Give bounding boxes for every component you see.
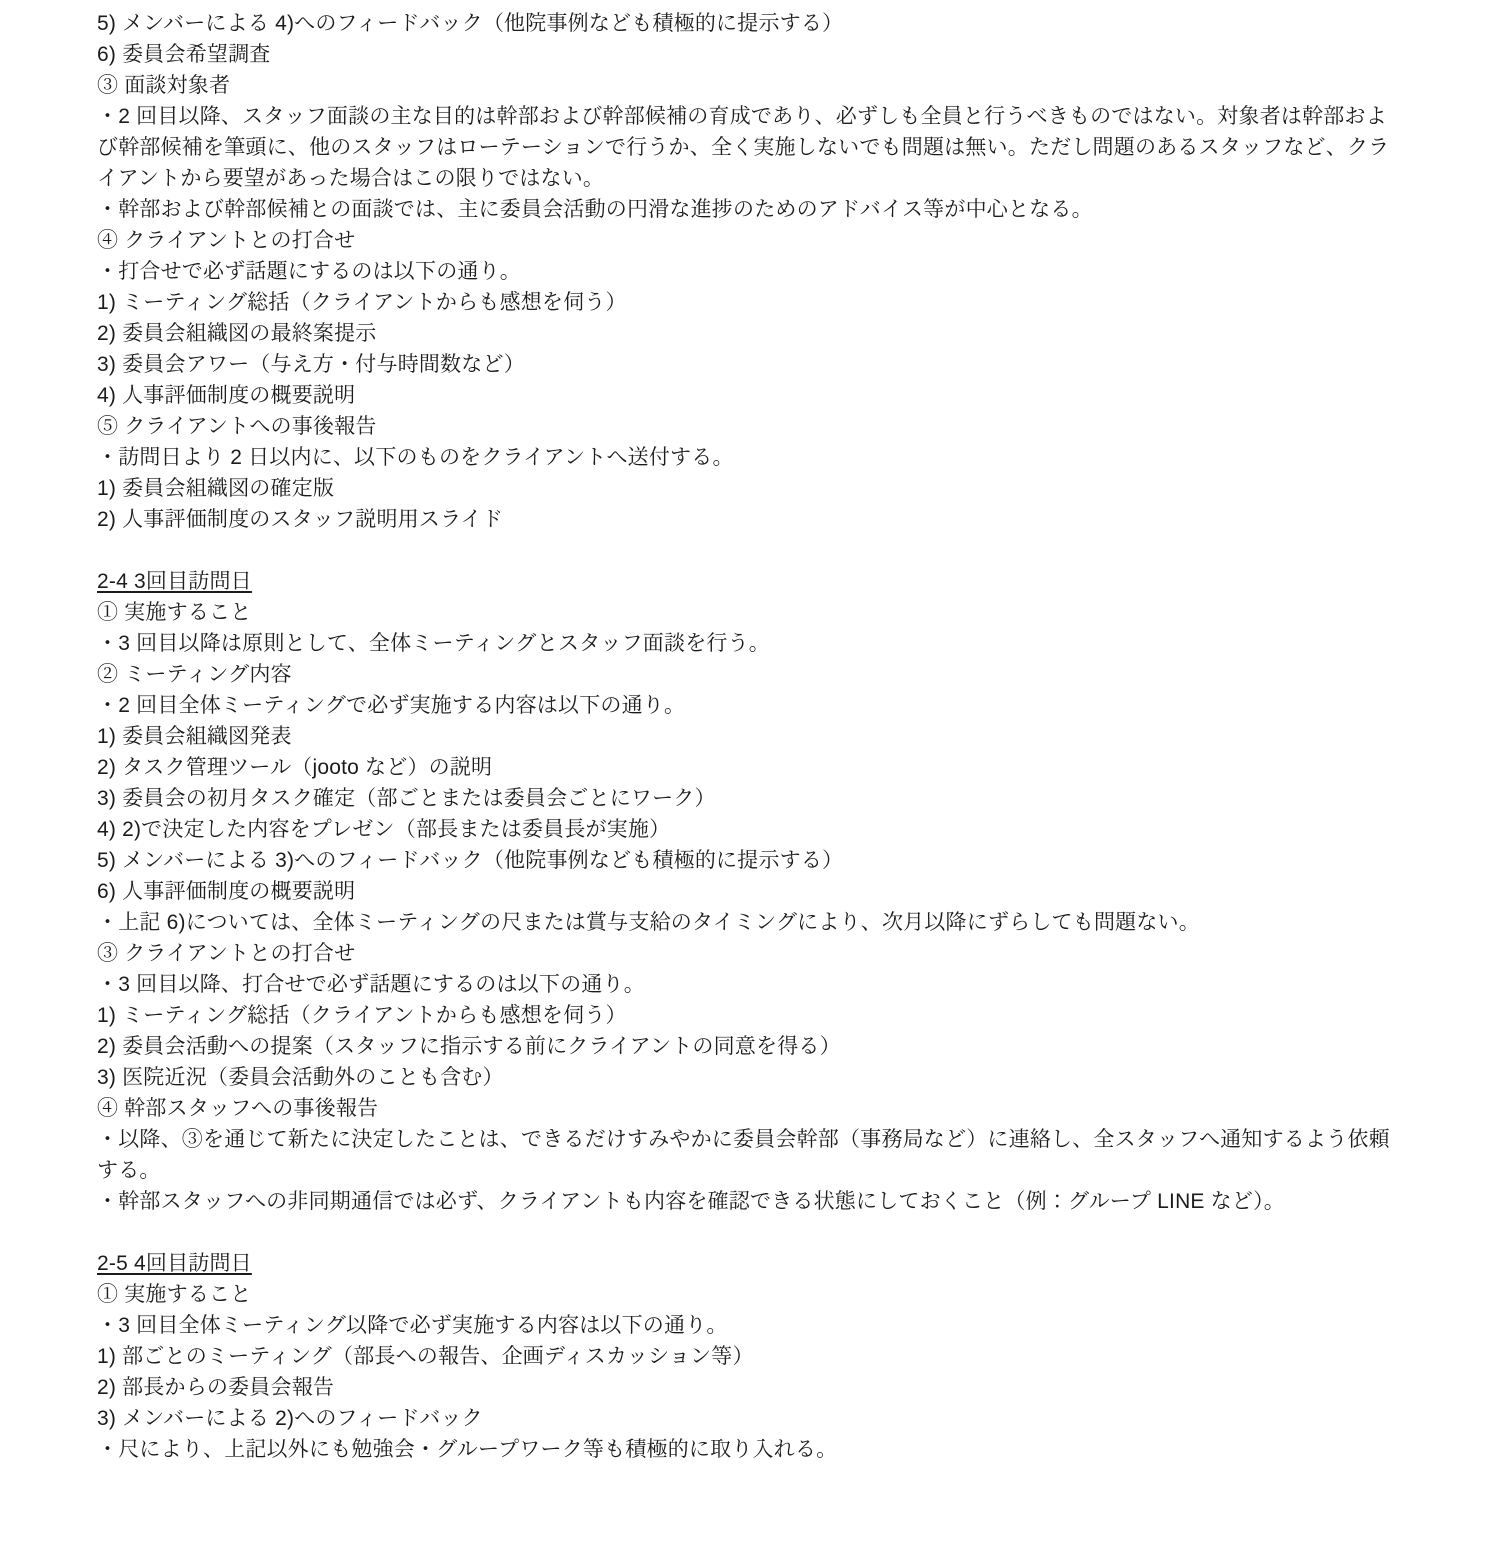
paragraph: 5) メンバーによる 4)へのフィードバック（他院事例なども積極的に提示する） — [97, 12, 844, 35]
paragraph: 3) 委員会アワー（与え方・付与時間数など） — [97, 353, 525, 376]
paragraph: ・2 回目全体ミーティングで必ず実施する内容は以下の通り。 — [97, 694, 686, 717]
paragraph: ⑤ クライアントへの事後報告 — [97, 415, 377, 438]
paragraph — [97, 535, 1405, 566]
paragraph: 5) メンバーによる 3)へのフィードバック（他院事例なども積極的に提示する） — [97, 849, 844, 872]
paragraph: 3) 委員会の初月タスク確定（部ごとまたは委員会ごとにワーク） — [97, 787, 716, 810]
paragraph: ③ クライアントとの打合せ — [97, 942, 356, 965]
paragraph: 2) タスク管理ツール（jooto など）の説明 — [97, 756, 493, 779]
paragraph: 2) 委員会活動への提案（スタッフに指示する前にクライアントの同意を得る） — [97, 1035, 841, 1058]
paragraph: ・尺により、上記以外にも勉強会・グループワーク等も積極的に取り入れる。 — [97, 1438, 838, 1461]
paragraph: 1) 委員会組織図の確定版 — [97, 477, 335, 500]
paragraph: ・幹部および幹部候補との面談では、主に委員会活動の円滑な進捗のためのアドバイス等が中心となる。 — [97, 198, 1093, 221]
paragraph: ・上記 6)については、全体ミーティングの尺または賞与支給のタイミングにより、次月以降にずらしても問題ない。 — [97, 911, 1200, 934]
paragraph: 1) ミーティング総括（クライアントからも感想を伺う） — [97, 291, 627, 314]
paragraph: 2) 人事評価制度のスタッフ説明用スライド — [97, 508, 504, 531]
paragraph: 6) 人事評価制度の概要説明 — [97, 880, 356, 903]
paragraph: 4) 人事評価制度の概要説明 — [97, 384, 356, 407]
paragraph: ・打合せで必ず話題にするのは以下の通り。 — [97, 260, 521, 283]
paragraph: 1) 委員会組織図発表 — [97, 725, 292, 748]
paragraph: 1) 部ごとのミーティング（部長への報告、企画ディスカッション等） — [97, 1345, 754, 1368]
paragraph: ・幹部スタッフへの非同期通信では必ず、クライアントも内容を確認できる状態にしておくこと（例：グループ LINE など）。 — [97, 1190, 1285, 1213]
paragraph: ④ 幹部スタッフへの事後報告 — [97, 1097, 379, 1120]
paragraph: 6) 委員会希望調査 — [97, 43, 271, 66]
paragraph: ③ 面談対象者 — [97, 74, 231, 97]
paragraph: 2) 委員会組織図の最終案提示 — [97, 322, 377, 345]
paragraph — [97, 1217, 1405, 1248]
paragraph: ・2 回目以降、スタッフ面談の主な目的は幹部および幹部候補の育成であり、必ずしも全員と行うべきものではない。対象者は幹部および幹部候補を筆頭に、他のスタッフはローテーションで行うか、全く実施しないでも問題は無い。ただし問題のあるスタッフなど、クライアントから要望があった場合はこの限りではない。 — [97, 105, 1390, 190]
paragraph: ・訪問日より 2 日以内に、以下のものをクライアントへ送付する。 — [97, 446, 734, 469]
paragraph: ・以降、③を通じて新たに決定したことは、できるだけすみやかに委員会幹部（事務局など）に連絡し、全スタッフへ通知するよう依頼する。 — [97, 1128, 1390, 1182]
document-text-block — [97, 8, 1405, 1465]
paragraph: 3) 医院近況（委員会活動外のことも含む） — [97, 1066, 504, 1089]
paragraph: ・3 回目以降は原則として、全体ミーティングとスタッフ面談を行う。 — [97, 632, 771, 655]
paragraph: 2) 部長からの委員会報告 — [97, 1376, 335, 1399]
paragraph: ② ミーティング内容 — [97, 663, 292, 686]
paragraph: ④ クライアントとの打合せ — [97, 229, 356, 252]
paragraph: 1) ミーティング総括（クライアントからも感想を伺う） — [97, 1004, 627, 1027]
paragraph: 2-4 3回目訪問日 — [97, 570, 252, 593]
paragraph: 4) 2)で決定した内容をプレゼン（部長または委員長が実施） — [97, 818, 671, 841]
paragraph: ① 実施すること — [97, 601, 252, 624]
paragraph: 3) メンバーによる 2)へのフィードバック — [97, 1407, 483, 1430]
paragraph: ・3 回目全体ミーティング以降で必ず実施する内容は以下の通り。 — [97, 1314, 728, 1337]
paragraph: 2-5 4回目訪問日 — [97, 1252, 252, 1275]
paragraph: ① 実施すること — [97, 1283, 252, 1306]
paragraph: ・3 回目以降、打合せで必ず話題にするのは以下の通り。 — [97, 973, 645, 996]
